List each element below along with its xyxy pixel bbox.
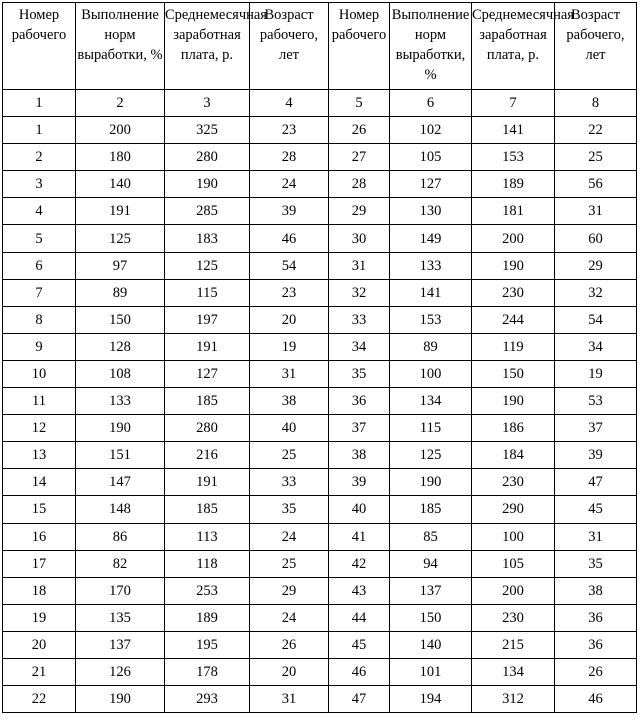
table-row (3, 198, 637, 225)
table-cell: 8 (3, 306, 76, 333)
table-cell: 230 (472, 469, 555, 496)
table-cell: 200 (76, 117, 165, 144)
table-cell: 8 (555, 90, 637, 117)
table-cell: 148 (76, 496, 165, 523)
table-cell: 150 (76, 306, 165, 333)
table-cell: 2 (3, 144, 76, 171)
table-cell: 45 (329, 631, 390, 658)
table-cell: 16 (3, 523, 76, 550)
table-cell: 280 (165, 415, 250, 442)
table-cell: 180 (76, 144, 165, 171)
table-cell: 29 (250, 577, 329, 604)
table-cell: 23 (250, 279, 329, 306)
table-row (3, 333, 637, 360)
table-cell: 24 (250, 523, 329, 550)
table-cell: 150 (472, 360, 555, 387)
table-cell: 54 (555, 306, 637, 333)
table-row (3, 388, 637, 415)
table-cell: 6 (3, 252, 76, 279)
table-cell: 178 (165, 658, 250, 685)
table-cell: 38 (329, 442, 390, 469)
table-cell: 137 (390, 577, 472, 604)
table-cell: 32 (329, 279, 390, 306)
table-cell: 325 (165, 117, 250, 144)
table-cell: 113 (165, 523, 250, 550)
table-cell: 5 (329, 90, 390, 117)
table-cell: 20 (3, 631, 76, 658)
table-cell: 153 (472, 144, 555, 171)
table-cell: 47 (555, 469, 637, 496)
table-cell: 200 (472, 225, 555, 252)
table-row (3, 686, 637, 713)
table-cell: 253 (165, 577, 250, 604)
table-row (3, 117, 637, 144)
table-cell: 86 (76, 523, 165, 550)
table-body (3, 90, 637, 713)
table-cell: 31 (555, 523, 637, 550)
table-cell: 125 (165, 252, 250, 279)
table-cell: 200 (472, 577, 555, 604)
table-cell: 133 (390, 252, 472, 279)
table-cell: 134 (472, 658, 555, 685)
table-cell: 82 (76, 550, 165, 577)
table-cell: 127 (165, 360, 250, 387)
table-cell: 195 (165, 631, 250, 658)
table-cell: 190 (472, 252, 555, 279)
table-cell: 9 (3, 333, 76, 360)
table-cell: 100 (472, 523, 555, 550)
table-cell: 24 (250, 604, 329, 631)
table-cell: 15 (3, 496, 76, 523)
table-cell: 285 (165, 198, 250, 225)
table-cell: 36 (555, 631, 637, 658)
table-cell: 190 (165, 171, 250, 198)
table-cell: 54 (250, 252, 329, 279)
table-cell: 293 (165, 686, 250, 713)
table-cell: 21 (3, 658, 76, 685)
table-cell: 26 (250, 631, 329, 658)
table-cell: 46 (329, 658, 390, 685)
table-cell: 6 (390, 90, 472, 117)
table-cell: 30 (329, 225, 390, 252)
table-cell: 89 (76, 279, 165, 306)
table-cell: 184 (472, 442, 555, 469)
table-cell: 39 (250, 198, 329, 225)
table-row (3, 306, 637, 333)
table-cell: 31 (555, 198, 637, 225)
table-row (3, 252, 637, 279)
table-cell: 190 (76, 686, 165, 713)
table-cell: 151 (76, 442, 165, 469)
table-cell: 185 (390, 496, 472, 523)
table-cell: 38 (250, 388, 329, 415)
table-cell: 127 (390, 171, 472, 198)
table-cell: 34 (329, 333, 390, 360)
table-cell: 45 (555, 496, 637, 523)
table-cell: 23 (250, 117, 329, 144)
table-cell: 20 (250, 306, 329, 333)
table-cell: 133 (76, 388, 165, 415)
table-cell: 190 (76, 415, 165, 442)
table-cell: 46 (250, 225, 329, 252)
table-row (3, 658, 637, 685)
table-cell: 44 (329, 604, 390, 631)
table-cell: 101 (390, 658, 472, 685)
table-cell: 150 (390, 604, 472, 631)
table-cell: 137 (76, 631, 165, 658)
table-row (3, 604, 637, 631)
table-cell: 39 (555, 442, 637, 469)
table-cell: 102 (390, 117, 472, 144)
table-cell: 29 (555, 252, 637, 279)
table-header (3, 3, 637, 90)
table-cell: 244 (472, 306, 555, 333)
table-cell: 35 (250, 496, 329, 523)
table-cell: 36 (555, 604, 637, 631)
table-cell: 105 (472, 550, 555, 577)
table-cell: 125 (76, 225, 165, 252)
table-cell: 7 (472, 90, 555, 117)
table-cell: 125 (390, 442, 472, 469)
table-cell: 135 (76, 604, 165, 631)
table-cell: 38 (555, 577, 637, 604)
table-cell: 43 (329, 577, 390, 604)
table-cell: 18 (3, 577, 76, 604)
table-cell: 97 (76, 252, 165, 279)
table-cell: 190 (390, 469, 472, 496)
table-cell: 191 (165, 333, 250, 360)
table-cell: 19 (3, 604, 76, 631)
table-cell: 41 (329, 523, 390, 550)
table-cell: 31 (250, 360, 329, 387)
table-cell: 32 (555, 279, 637, 306)
table-cell: 190 (472, 388, 555, 415)
header-worker-number-2: Номер рабочего (329, 3, 390, 90)
table-cell: 115 (390, 415, 472, 442)
table-row (3, 279, 637, 306)
table-cell: 27 (329, 144, 390, 171)
table-cell: 185 (165, 388, 250, 415)
table-cell: 25 (250, 442, 329, 469)
table-cell: 39 (329, 469, 390, 496)
table-cell: 36 (329, 388, 390, 415)
header-monthly-salary-2: Среднемесячная заработная плата, р. (472, 3, 555, 90)
table-cell: 20 (250, 658, 329, 685)
header-worker-age-2: Возраст рабочего, лет (555, 3, 637, 90)
table-cell: 40 (250, 415, 329, 442)
table-cell: 34 (555, 333, 637, 360)
table-cell: 312 (472, 686, 555, 713)
table-cell: 7 (3, 279, 76, 306)
header-worker-age-1: Возраст рабочего, лет (250, 3, 329, 90)
table-cell: 14 (3, 469, 76, 496)
header-monthly-salary-1: Среднемесячная заработная плата, р. (165, 3, 250, 90)
table-cell: 108 (76, 360, 165, 387)
table-cell: 10 (3, 360, 76, 387)
table-cell: 42 (329, 550, 390, 577)
table-cell: 153 (390, 306, 472, 333)
table-cell: 230 (472, 279, 555, 306)
table-cell: 100 (390, 360, 472, 387)
table-row (3, 360, 637, 387)
table-cell: 40 (329, 496, 390, 523)
table-cell: 189 (472, 171, 555, 198)
table-cell: 11 (3, 388, 76, 415)
table-cell: 46 (555, 686, 637, 713)
table-cell: 4 (250, 90, 329, 117)
table-cell: 230 (472, 604, 555, 631)
table-cell: 19 (250, 333, 329, 360)
table-cell: 31 (329, 252, 390, 279)
table-cell: 130 (390, 198, 472, 225)
table-cell: 33 (250, 469, 329, 496)
table-row (3, 550, 637, 577)
table-cell: 186 (472, 415, 555, 442)
table-cell: 25 (250, 550, 329, 577)
table-cell: 94 (390, 550, 472, 577)
table-cell: 197 (165, 306, 250, 333)
table-row (3, 631, 637, 658)
table-row (3, 144, 637, 171)
table-cell: 191 (165, 469, 250, 496)
table-cell: 25 (555, 144, 637, 171)
table-row (3, 225, 637, 252)
table-row (3, 171, 637, 198)
table-cell: 85 (390, 523, 472, 550)
table-cell: 115 (165, 279, 250, 306)
table-cell: 128 (76, 333, 165, 360)
table-cell: 215 (472, 631, 555, 658)
table-cell: 5 (3, 225, 76, 252)
table-cell: 24 (250, 171, 329, 198)
table-cell: 126 (76, 658, 165, 685)
table-row (3, 442, 637, 469)
table-row (3, 469, 637, 496)
table-cell: 185 (165, 496, 250, 523)
table-row (3, 415, 637, 442)
workers-data-table (2, 2, 637, 713)
table-cell: 17 (3, 550, 76, 577)
table-cell: 28 (329, 171, 390, 198)
table-cell: 13 (3, 442, 76, 469)
table-cell: 3 (165, 90, 250, 117)
table-row (3, 577, 637, 604)
table-row (3, 523, 637, 550)
header-norm-fulfillment-1: Выполнение норм выработки, % (76, 3, 165, 90)
table-cell: 194 (390, 686, 472, 713)
table-cell: 56 (555, 171, 637, 198)
table-cell: 1 (3, 90, 76, 117)
column-number-row (3, 90, 637, 117)
table-cell: 1 (3, 117, 76, 144)
table-cell: 216 (165, 442, 250, 469)
table-cell: 280 (165, 144, 250, 171)
table-row (3, 496, 637, 523)
table-cell: 2 (76, 90, 165, 117)
table-cell: 170 (76, 577, 165, 604)
table-cell: 105 (390, 144, 472, 171)
table-cell: 37 (329, 415, 390, 442)
table-cell: 35 (329, 360, 390, 387)
table-cell: 22 (3, 686, 76, 713)
table-cell: 37 (555, 415, 637, 442)
header-norm-fulfillment-2: Выполнение норм выработки, % (390, 3, 472, 90)
table-cell: 33 (329, 306, 390, 333)
table-cell: 26 (329, 117, 390, 144)
table-cell: 47 (329, 686, 390, 713)
table-cell: 140 (390, 631, 472, 658)
table-cell: 183 (165, 225, 250, 252)
table-cell: 29 (329, 198, 390, 225)
table-cell: 134 (390, 388, 472, 415)
table-cell: 181 (472, 198, 555, 225)
table-cell: 53 (555, 388, 637, 415)
table-cell: 191 (76, 198, 165, 225)
table-cell: 141 (390, 279, 472, 306)
table-cell: 140 (76, 171, 165, 198)
table-cell: 147 (76, 469, 165, 496)
table-cell: 3 (3, 171, 76, 198)
table-cell: 189 (165, 604, 250, 631)
table-cell: 89 (390, 333, 472, 360)
table-cell: 60 (555, 225, 637, 252)
table-cell: 35 (555, 550, 637, 577)
table-cell: 26 (555, 658, 637, 685)
header-row (3, 3, 637, 90)
table-cell: 119 (472, 333, 555, 360)
table-cell: 118 (165, 550, 250, 577)
table-cell: 141 (472, 117, 555, 144)
table-cell: 290 (472, 496, 555, 523)
table-cell: 19 (555, 360, 637, 387)
table-cell: 28 (250, 144, 329, 171)
table-cell: 149 (390, 225, 472, 252)
table-cell: 12 (3, 415, 76, 442)
table-cell: 22 (555, 117, 637, 144)
table-cell: 31 (250, 686, 329, 713)
table-cell: 4 (3, 198, 76, 225)
header-worker-number-1: Номер рабочего (3, 3, 76, 90)
